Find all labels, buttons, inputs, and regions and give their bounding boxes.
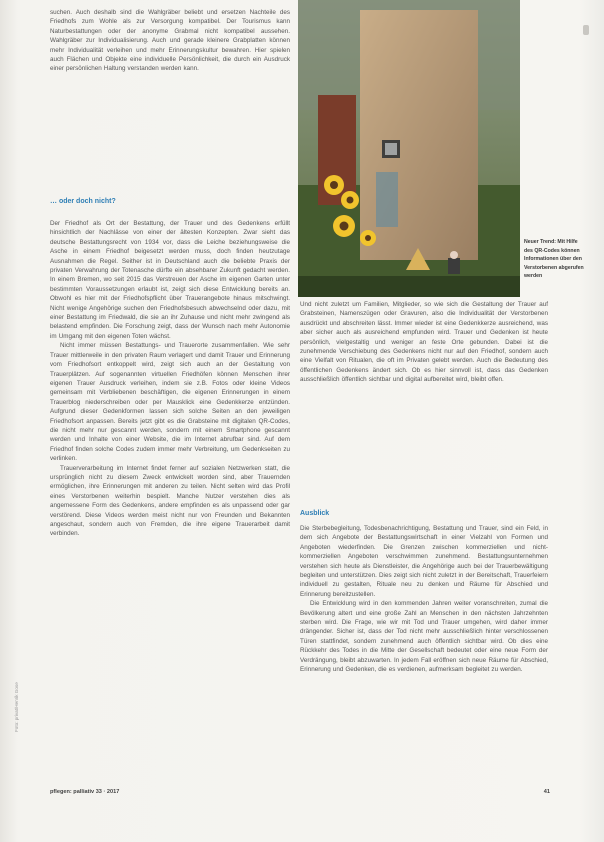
left-column-top-text (50, 8, 290, 74)
page-edge-mark (583, 25, 589, 35)
paragraph: Und nicht zuletzt um Familien, Mitglieder, so wie sich die Gestaltung der Trauer auf Grabsteinen, Namenszügen oder Gravuren, also die Individualität der Verstorbenen ausdrückt und abschreiten lässt. Immer wieder ist eine Gedenkkerze ausreichend, was aber sicher auch als ausreichend empfunden wird. Trauer und Gedenken ist heute persönlich, vielgestaltig und weniger an feste Orte gebunden. Dabei ist die zunehmende Verschiebung des Gedenkens nicht nur auf den Friedhof, sondern auch eine Vielfalt von Ritualen, die oft im Privaten gelebt werden. Auch die Bedeutung des öffentlichen Gedenkens ändert sich. Ob es hier sinnvoll ist, dass das Gedenken ausschließlich öffentlich sichtbar und digital aufbereitet wird, bleibt offen. (300, 301, 548, 384)
footer-publication: pflegen: palliativ 33 · 2017 (50, 789, 120, 795)
paragraph: Die Sterbebegleitung, Todesbenachrichtigung, Bestattung und Trauer, sind ein Feld, in dem sich Angebote der Bestattungswirtschaft in einer Vielzahl von Formen und Angeboten wiederfinden. Die Grenzen zwischen kommerziellen und nicht-kommerziellen Angeboten verschwimmen zunehmend. Bestattungsunternehmen verstehen sich heute als Dienstleister, die Angehörige auch bei der Trauerbewältigung begleiten und unterstützen. Dies zeigt sich nicht zuletzt in der Bereitschaft, Trauerfeiern individuell zu gestalten, Rituale neu zu denken und Räume für Abschied und Erinnerung bereitzustellen. (300, 525, 548, 598)
right-column-main-text (300, 524, 548, 675)
section-heading-oder-doch-nicht: … oder doch nicht? (50, 198, 116, 205)
grave-memorial-illustration (298, 0, 520, 297)
photo-caption: Neuer Trend: Mit Hilfe des QR-Codes können Informationen über den Verstorbenen abgerufen werden (524, 239, 584, 280)
right-column-top-text (300, 300, 548, 385)
section-heading-ausblick: Ausblick (300, 510, 330, 517)
paragraph: Trauerverarbeitung im Internet findet ferner auf sozialen Netzwerken statt, die ursprünglich nicht zu diesem Zweck entwickelt worden sind, aber Trauernden ermöglichen, ihre Erinnerungen mit anderen zu teilen. Nicht selten wird das Profil eines Verstorbenen weiterhin bespielt. Manche Nutzer verstehen dies als angemessene Form des Gedenkens, andere empfinden es als unpassend oder gar verstörend. Diese Videos werden meist nicht nur von Freunden und Bekannten angeschaut, sondern auch von Fremden, die ihre eigene Trauerarbeit damit verbinden. (50, 464, 290, 538)
page-number: 41 (543, 789, 550, 795)
left-column-main-text (50, 219, 290, 539)
paragraph: Der Friedhof als Ort der Bestattung, der Trauer und des Gedenkens erfüllt hinsichtlich der Nachlässe von einer der ältesten Konzepten. Zwar sieht das deutsche Bestattungsrecht von 1934 vor, dass die Leiche beziehungsweise die Asche in einem Friedhof beigesetzt werden muss, doch finden heutzutage Ausnahmen die Regel. Seither ist in Deutschland auch die beliebte Praxis der privaten Verwahrung der Totenasche dürfte ein absehbarer Zukunft gedacht werden. In einem Bremen, wo seit 2015 das Verstreuen der Asche im eigenen Garten unter bestimmten Voraussetzungen erlaubt ist, zeigt sich diese Entwicklung bereits an. Obwohl es hier mit der Friedhofspflicht über Trauerangebote hinaus mitschwingt. Nicht wenige Angehörige suchen den Friedhofsbesuch abwechselnd oder dazu, mit einer Bestattung im Friedwald, die sie an ihr Zuhause und nicht mehr zwingend als belastend empfinden. Die Forschung zeigt, dass der Wunsch nach mehr Autonomie im Umgang mit den eigenen Toten wächst. (50, 220, 290, 340)
photo-credit: Foto: privat/Henrik Gose (14, 682, 19, 732)
grave-memorial-photo (298, 0, 520, 297)
paragraph: Die Entwicklung wird in den kommenden Jahren weiter voranschreiten, zumal die Bevölkerung altert und eine große Zahl an Menschen in den nächsten Jahrzehnten sterben wird. Die Frage, wie wir mit Tod und Trauer umgehen, wird daher immer drängender. Sicher ist, dass der Tod nicht mehr ausschließlich hinter verschlossenen Türen stattfindet, sondern zunehmend auch öffentlich sichtbar wird. Ob dies eine Rückkehr des Todes in die Mitte der Gesellschaft bedeutet oder eine neue Form der Verdrängung, bleibt abzuwarten. In jedem Fall eröffnen sich neue Räume für Abschied, Erinnerung und Gedenken, die es verdienen, aufmerksam begleitet zu werden. (300, 600, 548, 674)
paragraph: suchen. Auch deshalb sind die Wahlgräber beliebt und ersetzen Nachteile des Friedhofs zum Wohle als zur Versorgung kompatibel. Der Tourismus kann Naturbestattungen oder der anonyme Grabmal nicht kompatibel aussehen. Wahlgräber zur Individualisierung. Auch und gerade kleinere Grabplatten können mehr Individualität verleihen und mehr Erinnerungskultur bewahren. Hier spielen auch Flächen und Objekte eine individuelle Persönlichkeit, die durch ein Ausdruck einer persönlichen Haltung verstanden werden kann. (50, 9, 290, 73)
paragraph: Nicht immer müssen Bestattungs- und Trauerorte zusammenfallen. Wie sehr Trauer mittlerweile in den privaten Raum verlagert und damit Trauer und Erinnerung vom Friedhofsort entkoppelt wird, zeigt sich auch an der Gestaltung von Trauerplätzen. Auf sogenannten virtuellen Friedhöfen können Menschen ihrer eigenen Trauer Ausdruck verleihen, indem sie z.B. Fotos oder kleine Videos gemeinsam mit Verbliebenen beschäftigen, die eigenen Erinnerungen in einem Trauerblog niederschreiben oder per Mausklick eine Gedenkkerze entzünden. Aufgrund dieser Gedenkformen lassen sich solche Seiten an den jeweiligen Friedhofsort anpassen. Bereits jetzt gibt es die Grabsteine mit digitalen QR-Codes, die nicht mehr nur gescannt werden, sondern mit einem Smartphone gescannt werden und Inhalte von einer Website, die im Internet abrufbar sind. Auf dem Friedhof finden solche Codes zudem immer mehr Verbreitung, um Gedenkseiten zu verlinken. (50, 342, 290, 463)
